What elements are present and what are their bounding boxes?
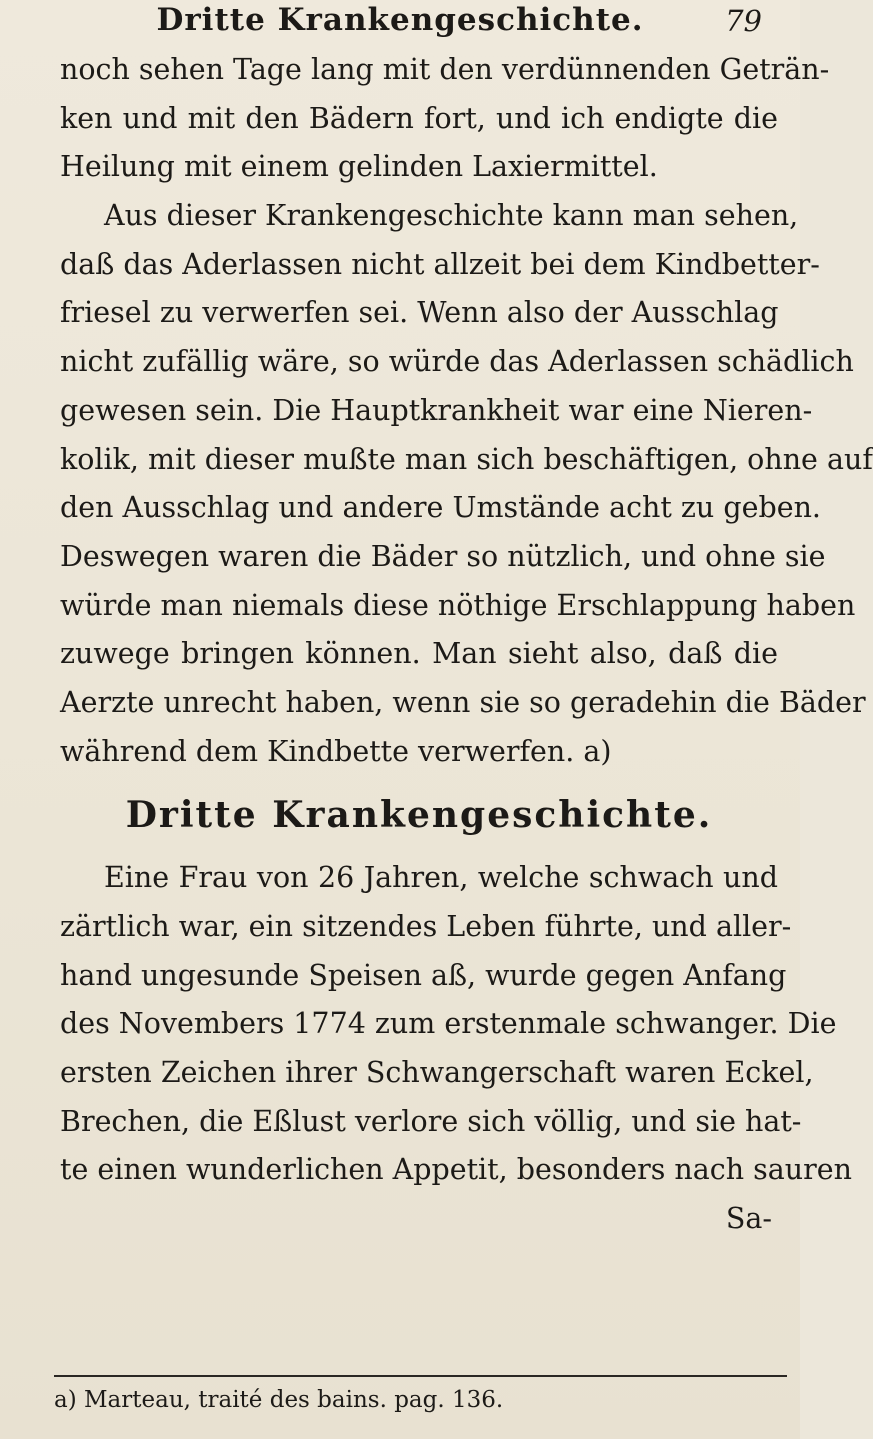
text-line: den Ausschlag und andere Umstände acht zu geben. — [60, 491, 821, 525]
catchword: Sa- — [725, 1202, 772, 1236]
footnote: a) Marteau, traité des bains. pag. 136. — [54, 1387, 504, 1413]
text-line: Aerzte unrecht haben, wenn sie so geradehin die Bäder — [60, 685, 866, 719]
body-text — [60, 46, 873, 1244]
text-line: noch sehen Tage lang mit den verdünnenden Geträn- — [60, 53, 830, 86]
text-line: Heilung mit einem gelinden Laxiermittel. — [60, 150, 658, 184]
text-line: te einen wunderlichen Appetit, besonders nach sauren — [60, 1153, 852, 1187]
page-number: 79 — [725, 4, 762, 38]
text-line: gewesen sein. Die Hauptkrankheit war eine Nieren- — [60, 393, 813, 427]
text-line: zärtlich war, ein sitzendes Leben führte, und aller- — [60, 910, 792, 943]
text-line: nicht zufällig wäre, so würde das Aderlassen schädlich — [60, 345, 854, 379]
text-line: während dem Kindbette verwerfen. a) — [60, 734, 612, 768]
running-head — [0, 2, 800, 42]
text-line: zuwege bringen können. Man sieht also, daß die — [60, 637, 778, 671]
text-line: ken und mit den Bädern fort, und ich endigte die — [60, 101, 778, 135]
text-line: Deswegen waren die Bäder so nützlich, und ohne sie — [60, 539, 826, 573]
text-line: Brechen, die Eßlust verlore sich völlig, und sie hat- — [60, 1104, 802, 1138]
text-line: daß das Aderlassen nicht allzeit bei dem Kindbetter- — [60, 247, 820, 281]
running-head-title: Dritte Krankengeschichte. — [156, 2, 644, 38]
text-line: friesel zu verwerfen sei. Wenn also der Ausschlag — [60, 296, 779, 330]
text-line: kolik, mit dieser mußte man sich beschäftigen, ohne auf — [60, 442, 873, 476]
text-line: würde man niemals diese nöthige Erschlappung haben — [60, 588, 856, 622]
footnote-rule — [54, 1375, 787, 1377]
section-heading: Dritte Krankengeschichte. — [125, 794, 713, 837]
text-line: hand ungesunde Speisen aß, wurde gegen Anfang — [60, 958, 787, 992]
text-line: des Novembers 1774 zum erstenmale schwanger. Die — [60, 1007, 837, 1041]
text-line: Eine Frau von 26 Jahren, welche schwach und — [104, 861, 778, 895]
text-line: Aus dieser Krankengeschichte kann man sehen, — [104, 199, 799, 233]
text-line: ersten Zeichen ihrer Schwangerschaft waren Eckel, — [60, 1056, 814, 1090]
